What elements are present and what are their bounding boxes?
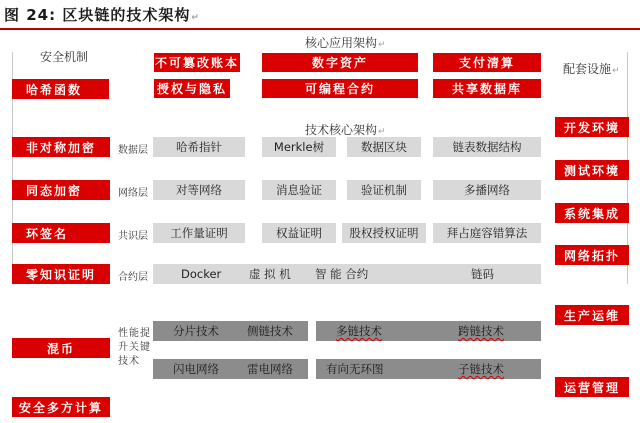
consensus-layer-bft: 拜占庭容错算法 [433,223,541,243]
contract-layer-bar [153,264,541,284]
security-item-asymmetric-encryption: 非对称加密 [12,137,110,157]
perf-row2-left-bar [153,359,308,379]
perf-sharding: 分片技术 [173,324,219,338]
tech-core-header: 技术核心架构↵ [305,123,386,137]
layer-label-contract: 合约层 [118,272,148,283]
security-item-secure-mpc: 安全多方计算 [12,397,110,417]
network-layer-message-verification: 消息验证 [262,180,336,200]
data-layer-merkle-tree: Merkle树 [262,137,336,157]
consensus-layer-pos: 权益证明 [262,223,336,243]
core-app-authorization-privacy: 授权与隐私 [154,79,230,98]
consensus-layer-dpos: 股权授权证明 [342,223,426,243]
support-item-dev-env: 开发环境 [555,117,629,137]
support-item-test-env: 测试环境 [555,160,629,180]
core-app-immutable-ledger: 不可篡改账本 [154,53,240,72]
contract-layer-chaincode: 链码 [471,267,494,281]
figure-title-text: 图 24: 区块链的技术架构 [4,6,191,24]
perf-row2-right-bar [316,359,541,379]
core-apps-header: 核心应用架构↵ [305,36,386,50]
data-layer-hash-pointer: 哈希指针 [153,137,245,157]
network-layer-multicast: 多播网络 [433,180,541,200]
support-item-network-topology: 网络拓扑 [555,245,629,265]
network-layer-verification-mechanism: 验证机制 [347,180,421,200]
data-layer-data-block: 数据区块 [347,137,421,157]
security-item-hash: 哈希函数 [12,79,109,99]
security-header: 安全机制 [40,50,89,64]
perf-row1-right-bar [316,321,541,341]
paragraph-mark-icon: ↵ [191,13,200,23]
title-divider [0,28,640,30]
consensus-layer-pow: 工作量证明 [153,223,245,243]
layer-label-consensus: 共识层 [118,231,148,242]
perf-multichain: 多链技术 [336,324,382,338]
security-item-ring-signature: 环签名 [12,223,110,243]
contract-layer-docker: Docker [181,267,222,281]
perf-row1-left-bar [153,321,308,341]
security-item-homomorphic-encryption: 同态加密 [12,180,110,200]
perf-subchain: 子链技术 [458,362,504,376]
contract-layer-smart-contract: 智 能 合约 [315,267,369,281]
perf-sidechain: 侧链技术 [247,324,293,338]
contract-layer-vm: 虚 拟 机 [249,267,291,281]
support-item-operations-mgmt: 运营管理 [555,377,629,397]
perf-raiden-network: 雷电网络 [247,362,293,376]
security-item-coin-mixing: 混币 [12,338,110,358]
layer-label-performance: 性能提升关键技术 [118,328,151,367]
security-item-zero-knowledge-proof: 零知识证明 [12,264,110,284]
core-app-payment-clearing: 支付清算 [433,53,541,72]
data-layer-linked-list: 链表数据结构 [433,137,541,157]
perf-crosschain: 跨链技术 [458,324,504,338]
figure-title [4,4,200,25]
supporting-header: 配套设施↵ [563,62,620,76]
support-item-production-ops: 生产运维 [555,305,629,325]
perf-lightning-network: 闪电网络 [173,362,219,376]
network-layer-p2p: 对等网络 [153,180,245,200]
core-app-digital-assets: 数字资产 [262,53,418,72]
layer-label-network: 网络层 [118,188,148,199]
layer-label-data: 数据层 [118,145,148,156]
core-app-shared-database: 共享数据库 [433,79,541,98]
core-app-programmable-contracts: 可编程合约 [262,79,418,98]
support-item-system-integration: 系统集成 [555,203,629,223]
perf-dag: 有向无环图 [326,362,384,376]
